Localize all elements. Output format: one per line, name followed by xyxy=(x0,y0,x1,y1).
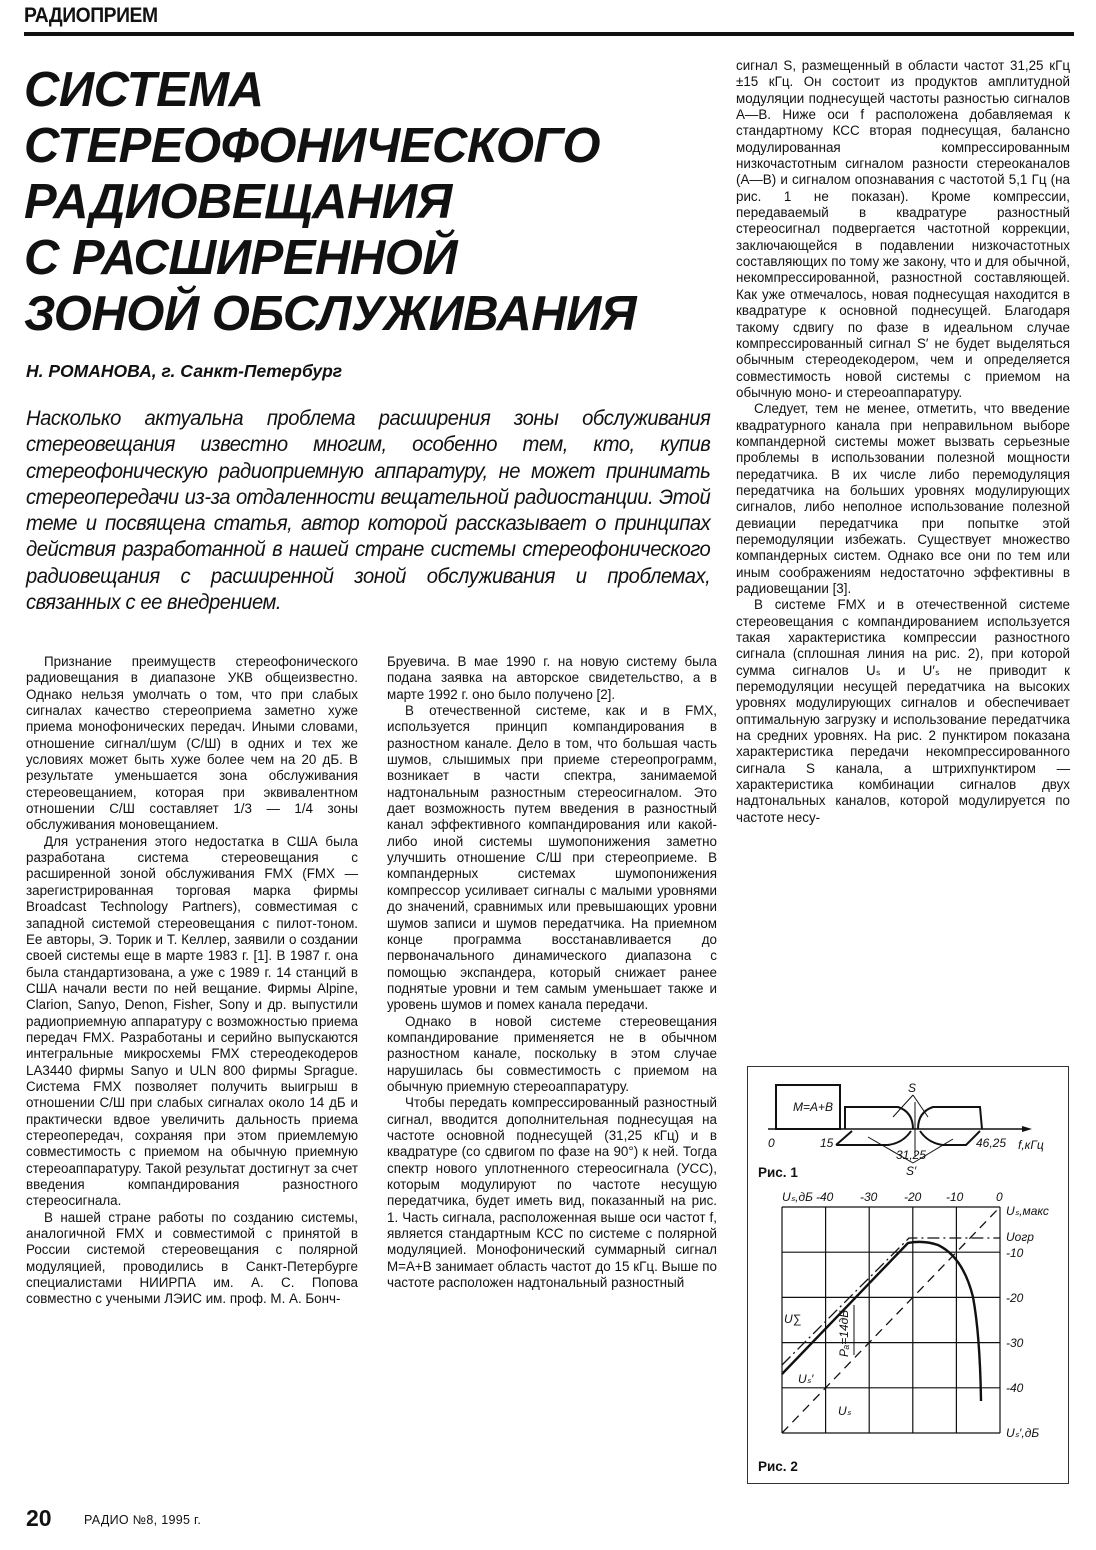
fig2-top-tick: 0 xyxy=(996,1190,1003,1204)
fig2-top-tick: -10 xyxy=(946,1190,964,1204)
paragraph: Следует, тем не менее, отметить, что введение квадратурного канала при неправильном выборе компандерной системы может вызвать серьезные проблемы в использовании полезной мощности передатчика. В их числе либо перемодуляция передатчика на больших уровнях модулирующих сигналов, либо неполное использование полезной девиации передатчика при попытке этой перемодуляции избежать. Существует множество компандерных систем. Однако все они по тем или иным соображениям недостаточно эффективны в радиовещании [3]. xyxy=(736,401,1070,596)
header-rule xyxy=(24,32,1074,36)
figures-box xyxy=(747,1066,1069,1484)
fig2-right-tick: -10 xyxy=(1006,1246,1024,1260)
fig2-label-ogr: Uогр xyxy=(1006,1230,1034,1244)
fig2-label-max: Uₛ,макс xyxy=(1006,1204,1049,1218)
body-column-3 xyxy=(736,58,1070,826)
issue-info: РАДИО №8, 1995 г. xyxy=(84,1513,202,1527)
paragraph: Чтобы передать компрессированный разностный сигнал, вводится дополнительная поднесущая на частоте основной поднесущей (31,25 кГц) и в квадратуре (со сдвигом по фазе на 90°) к ней. Тогда спектр нового уплотненного стереосигнала (УСС), которым модулируют по частоте несущую передатчика, будет иметь вид, показанный на рис. 1. Часть сигнала, расположенная выше оси частот f, является стандартным КСС по системе с полярной модуляцией. Монофонический суммарный сигнал M=A+B занимает область частот до 15 кГц. Выше по частоте расположен надтональный разностный xyxy=(387,1095,717,1291)
fig1-tick-0: 0 xyxy=(768,1136,775,1150)
fig2-top-tick: -30 xyxy=(860,1190,878,1204)
fig2-right-tick: -40 xyxy=(1006,1381,1024,1395)
section-rubric: РАДИОПРИЕМ xyxy=(24,4,158,27)
title-line: С РАСШИРЕННОЙ xyxy=(24,231,458,285)
body-column-2 xyxy=(387,654,717,1291)
fig1-label-s: S xyxy=(908,1081,917,1095)
fig2-right-tick: -30 xyxy=(1006,1336,1024,1350)
title-line: СТЕРЕОФОНИЧЕСКОГО xyxy=(24,119,601,173)
paragraph: В отечественной системе, как и в FMX, используется принцип компандирования в разностном канале. Дело в том, что большая часть шумов, слышимых при приеме стереопрограмм, возникает в части спектра, занимаемой надтональным разностным стереосигналом. Это дает возможность путем введения в разностный канал эффективного компандирования или какой-либо иной системы шумопонижения заметно улучшить отношение С/Ш при стереоприеме. В компандерных системах шумопонижения компрессор усиливает сигналы с малыми уровнями до значений, сравнимых или превышающих уровни шумов записи и шумов передатчика. На приемном конце программа восстанавливается до первоначального динамического диапазона с помощью экспандера, который снижает ранее поднятые уровни и тем самым уменьшает также и уровень шумов и помех канала передачи. xyxy=(387,703,717,1013)
fig1-label-s-prime: S′ xyxy=(906,1164,917,1178)
title-line: РАДИОВЕЩАНИЯ xyxy=(24,175,452,229)
paragraph: Однако в новой системе стереовещания компандирование применяется не в обычном разностном канале, поскольку в этом случае нарушилась бы совместимость с приемом на обычную приемную стереоаппаратуру. xyxy=(387,1013,717,1094)
fig2-top-axis-label: Uₛ,дБ xyxy=(782,1190,813,1204)
body-column-1 xyxy=(26,654,358,1308)
article-title xyxy=(24,62,724,342)
fig1-tick-46: 46,25 xyxy=(976,1136,1007,1150)
fig1-block-label: M=A+B xyxy=(793,1100,834,1114)
fig1-tick-31: 31,25 xyxy=(896,1148,927,1162)
fig2-gain-label: Pₐ=14дБ xyxy=(837,1309,851,1357)
fig2-right-axis-label: Uₛ′,дБ xyxy=(1006,1426,1040,1440)
fig2-label-sum: U∑ xyxy=(784,1312,802,1326)
paragraph: Признание преимуществ стереофонического радиовещания в диапазоне УКВ общеизвестно. Однако нельзя умолчать о том, что при слабых сигналах качество стереоприема заметно хуже приема монофонических передач. Иными словами, отношение сигнал/шум (С/Ш) в одних и тех же условиях может быть хуже более чем на 20 дБ. В результате уменьшается зона обслуживания стереовещанием, которая при эквивалентном отношении С/Ш составляет 1/3 — 1/4 зоны обслуживания моновещанием. xyxy=(26,654,358,833)
lead-paragraph: Насколько актуальна проблема расширения зоны обслуживания стереовещания известно многим, особенно тем, кто, купив стереофоническую радиоприемную аппаратуру, не может принимать стереопередачи из-за отдаленности вещательной радиостанции. Этой теме и посвящена статья, автор которой рассказывает о принципах действия разработанной в нашей стране системы стереофонического радиовещания с расширенной зоной обслуживания и проблемах, связанных с ее внедрением. xyxy=(26,406,711,615)
paragraph: Бруевича. В мае 1990 г. на новую систему была подана заявка на авторское свидетельство, а в марте 1992 г. оно было получено [2]. xyxy=(387,654,717,702)
fig2-top-tick: -40 xyxy=(816,1190,834,1204)
fig1-caption: Рис. 1 xyxy=(758,1165,798,1180)
fig2-label-s: Uₛ xyxy=(838,1404,852,1418)
fig2-compression-chart xyxy=(748,1185,1068,1485)
fig1-tick-15: 15 xyxy=(820,1136,834,1150)
fig2-caption: Рис. 2 xyxy=(758,1459,798,1474)
paragraph: Для устранения этого недостатка в США была разработана система стереовещания с расширенной зоной обслуживания FMX (FMX — зарегистрированная торговая марка фирмы Broadcast Technology Partners), совместимая с западной системой стереовещания с пилот-тоном. Ее авторы, Э. Торик и Т. Келлер, заявили о создании своей системы еще в марте 1983 г. [1]. В 1987 г. она была стандартизована, а уже с 1989 г. 14 станций в США начали вести по ней вещание. Фирмы Alpine, Clarion, Sanyo, Denon, Fisher, Sony и др. выпустили радиоприемную аппаратуру с возможностью приема передач FMX. Разработаны и серийно выпускаются интегральные микросхемы FMX стереодекодеров LA3440 фирмы Sanyo и ULN 800 фирмы Sprague. Система FMX позволяет получить выигрыш в отношении С/Ш при слабых сигналах около 14 дБ и практически вдвое увеличить дальность приема стереопередач, сохраняя при этом приемлемую совместимость с приемом на обычную приемную стереоаппаратуру. Такой результат достигнут за счет введения компандирования разностного стереосигнала. xyxy=(26,833,358,1209)
paragraph: В системе FMX и в отечественной системе стереовещания с компандированием используется такая характеристика компрессии разностного сигнала (сплошная линия на рис. 2), при которой сумма сигналов Uₛ и U′ₛ не приводит к перемодуляции несущей передатчика на высоких уровнях модулирующих сигналов и обеспечивает оптимальную загрузку и использование передатчика на средних уровнях. На рис. 2 пунктиром показана характеристика передачи некомпрессированного сигнала S канала, а штрихпунктиром — характеристика комбинации сигналов двух надтональных каналов, которой модулируется по частоте несу- xyxy=(736,597,1070,825)
page-number: 20 xyxy=(26,1505,52,1531)
fig1-axis-label: f,кГц xyxy=(1018,1138,1044,1152)
paragraph: сигнал S, размещенный в области частот 31,25 кГц ±15 кГц. Он состоит из продуктов амплитудной модуляции поднесущей частоты разностью сигналов A—B. Ниже оси f расположена добавляемая к стандартному КСС вторая поднесущая, балансно модулированная компрессированным низкочастотным сигналом разности стереоканалов (A—B) и сигналом опознавания с частотой 5,1 Гц (на рис. 1 не показан). Кроме компрессии, передаваемый в квадратуре разностный стереосигнал подвергается частотной коррекции, заключающейся в подавлении низкочастотных составляющих по тому же закону, что и для обычной, некомпрессированной, разностной составляющей. Как уже отмечалось, новая поднесущая находится в квадратуре к основной поднесущей. Благодаря такому сдвигу по фазе в идеальном случае компрессированный сигнал S′ не будет выделяться обычным стереодекодером, чем и определяется совместимость новой системы с приемом на обычную моно- и стереоаппаратуру. xyxy=(736,58,1070,400)
author-byline: Н. РОМАНОВА, г. Санкт-Петербург xyxy=(26,361,343,381)
fig2-label-s-prime: Uₛ′ xyxy=(798,1372,814,1386)
title-line: ЗОНОЙ ОБСЛУЖИВАНИЯ xyxy=(24,287,637,341)
fig2-top-tick: -20 xyxy=(904,1190,922,1204)
paragraph: В нашей стране работы по созданию системы, аналогичной FMX и совместимой с принятой в России системой стереовещания с полярной модуляцией, проводились в Санкт-Петербурге специалистами НИИРПА им. А. С. Попова совместно с учеными ЛЭИС им. проф. М. А. Бонч- xyxy=(26,1209,358,1307)
title-line: СИСТЕМА xyxy=(24,63,264,117)
fig2-right-tick: -20 xyxy=(1006,1291,1024,1305)
